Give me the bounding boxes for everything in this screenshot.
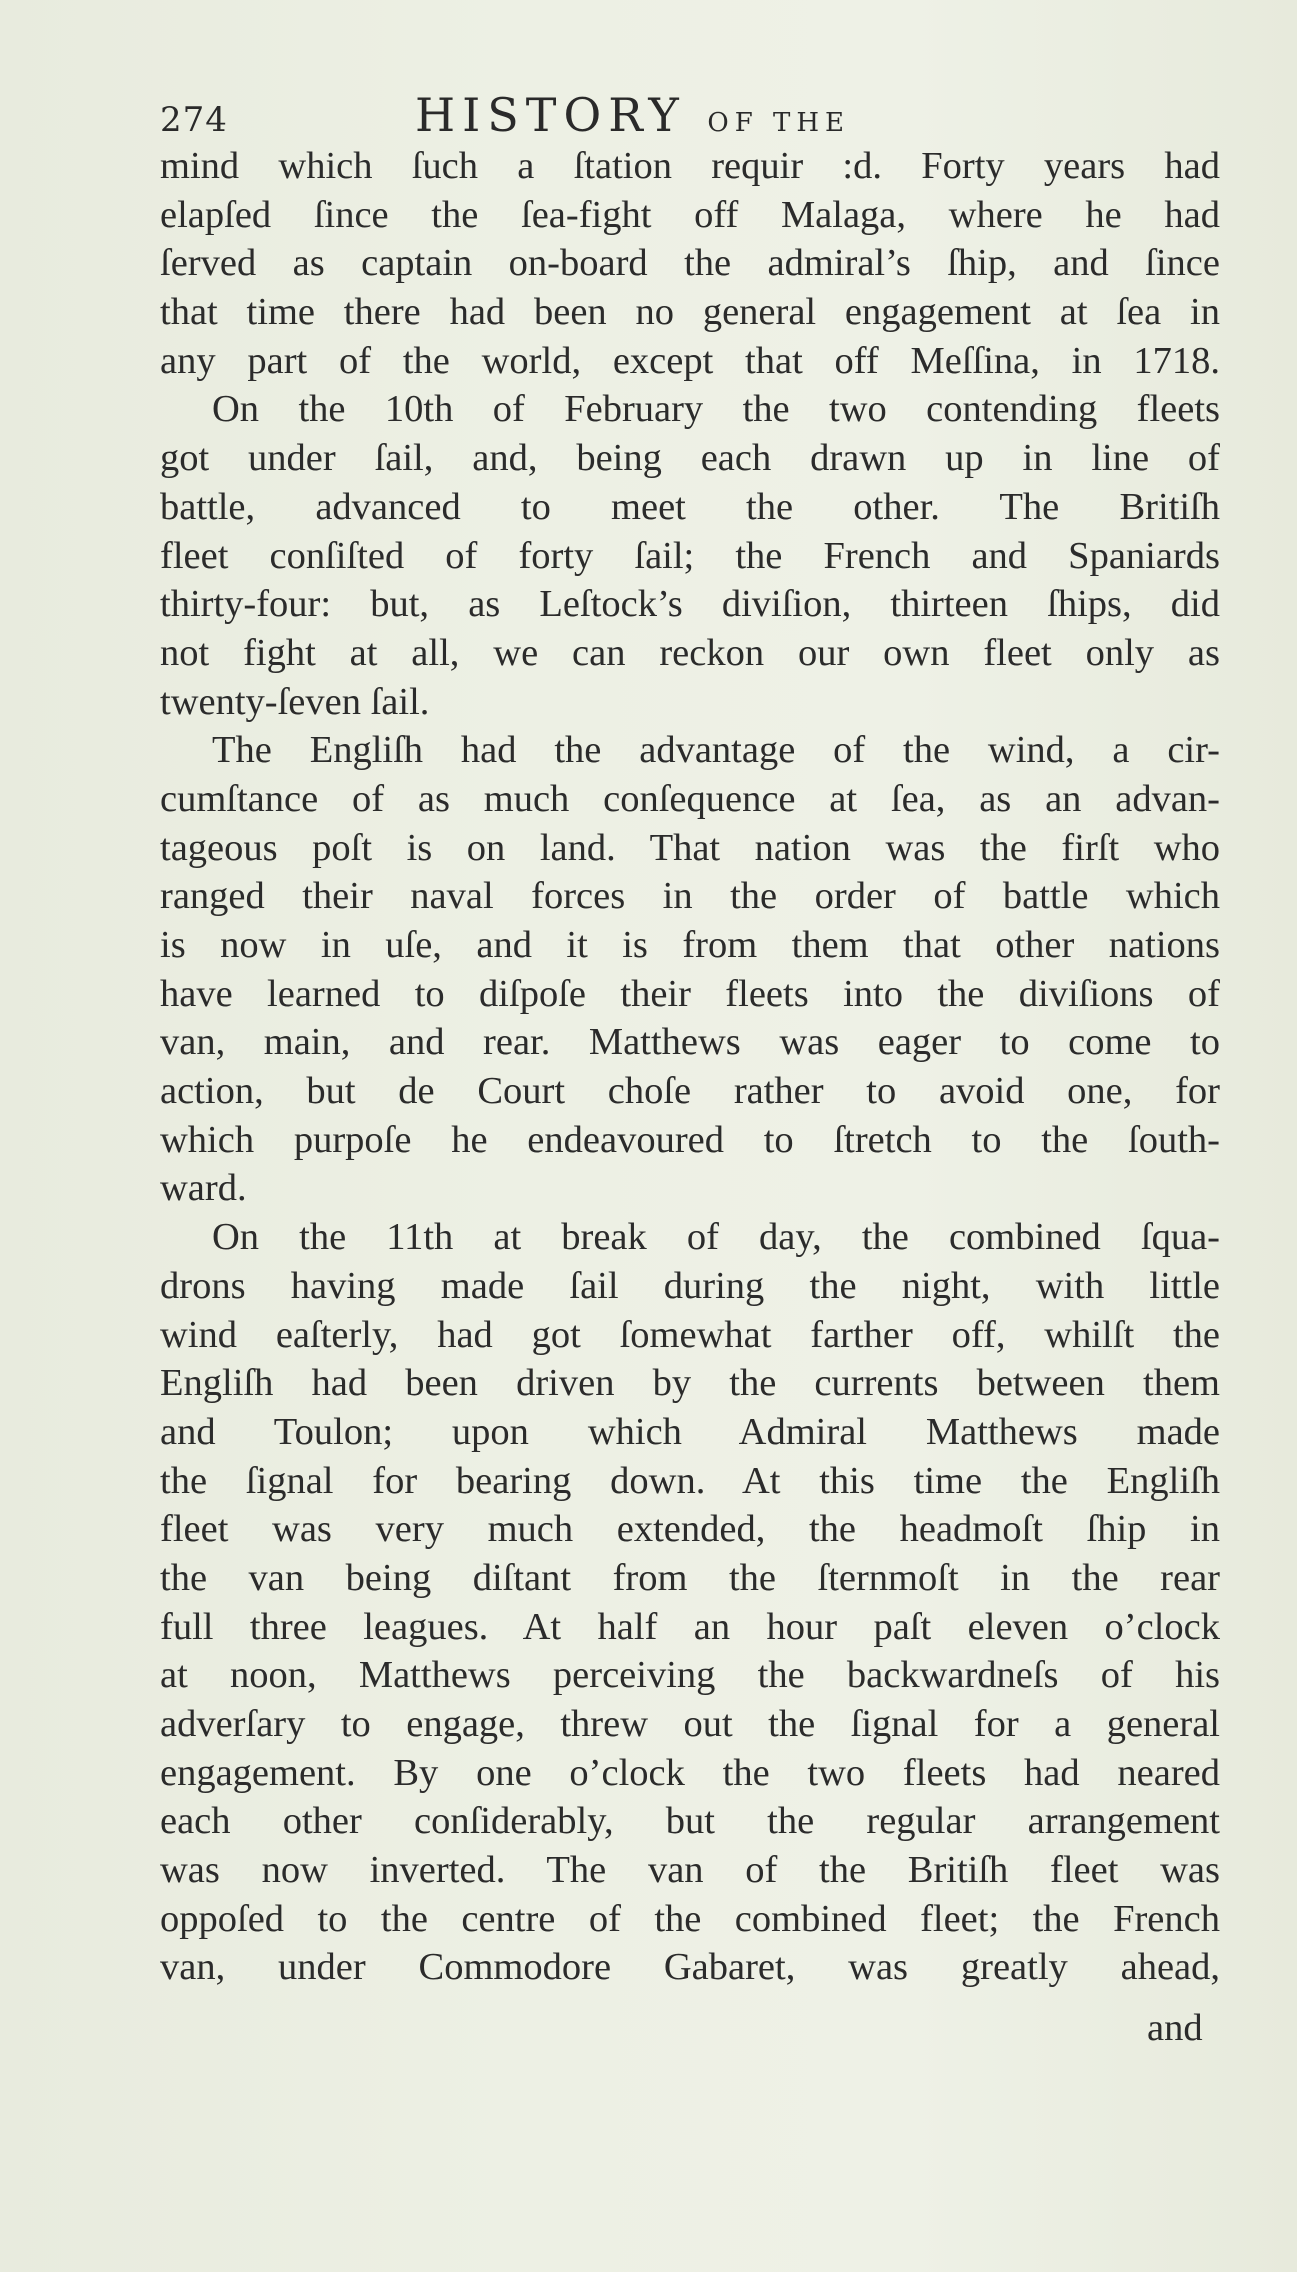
text-line: drons having made ſail during the night, with little xyxy=(160,1264,1220,1307)
text-line: cumſtance of as much conſequence at ſea, as an advan- xyxy=(160,777,1220,820)
text-line: On the 11th at break of day, the combined ſqua- xyxy=(212,1216,1220,1259)
text-line: mind which ſuch a ſtation requir :d. Forty years had xyxy=(160,145,1220,187)
text-line: action, but de Court choſe rather to avoid one, for xyxy=(160,1070,1220,1113)
text-line: engagement. By one o’clock the two fleets had neared xyxy=(160,1751,1220,1794)
text-line: the ſignal for bearing down. At this time the Engliſh xyxy=(160,1459,1220,1502)
catchword: and xyxy=(1147,2007,1203,2049)
text-line: thirty-four: but, as Leſtock’s diviſion, thirteen ſhips, did xyxy=(160,583,1220,626)
text-line: at noon, Matthews perceiving the backwardneſs of his xyxy=(160,1654,1220,1697)
text-line: fleet was very much extended, the headmoſt ſhip in xyxy=(160,1508,1220,1551)
text-line: was now inverted. The van of the Britiſh fleet was xyxy=(160,1849,1220,1892)
text-line: each other conſiderably, but the regular arrangement xyxy=(160,1800,1220,1843)
text-line: have learned to diſpoſe their fleets into the diviſions of xyxy=(160,972,1220,1015)
text-line: On the 10th of February the two contending fleets xyxy=(212,388,1220,431)
text-line: battle, advanced to meet the other. The Britiſh xyxy=(160,485,1220,528)
text-line: is now in uſe, and it is from them that other nations xyxy=(160,924,1220,966)
text-line: wind eaſterly, had got ſomewhat farther off, whilſt the xyxy=(160,1313,1220,1356)
page-header xyxy=(160,88,1220,148)
text-line: tageous poſt is on land. That nation was the firſt who xyxy=(160,826,1220,869)
text-line: and Toulon; upon which Admiral Matthews made xyxy=(160,1410,1220,1453)
text-line: oppoſed to the centre of the combined fleet; the French xyxy=(160,1897,1220,1940)
running-head-small: OF THE xyxy=(707,108,851,138)
text-line: ward. xyxy=(160,1167,247,1210)
body-text xyxy=(160,142,1220,1992)
text-line: ſerved as captain on-board the admiral’s ſhip, and ſince xyxy=(160,242,1220,285)
text-line: not fight at all, we can reckon our own fleet only as xyxy=(160,631,1220,674)
text-line: twenty-ſeven ſail. xyxy=(160,680,430,723)
text-line: which purpoſe he endeavoured to ſtretch to the ſouth- xyxy=(160,1118,1220,1161)
text-line: elapſed ſince the ſea-fight off Malaga, where he had xyxy=(160,193,1220,236)
running-head-main: HISTORY xyxy=(415,88,686,142)
page-number: 274 xyxy=(160,100,228,140)
text-line: that time there had been no general engagement at ſea in xyxy=(160,291,1220,334)
text-line: full three leagues. At half an hour paſt eleven o’clock xyxy=(160,1605,1220,1648)
running-head xyxy=(415,88,850,142)
text-line: got under ſail, and, being each drawn up in line of xyxy=(160,437,1220,480)
text-line: van, main, and rear. Matthews was eager to come to xyxy=(160,1021,1220,1064)
text-line: adverſary to engage, threw out the ſignal for a general xyxy=(160,1703,1220,1745)
text-line: the van being diſtant from the ſternmoſt in the rear xyxy=(160,1556,1220,1599)
text-line: any part of the world, except that off Meſſina, in 1718. xyxy=(160,339,1220,382)
text-line: The Engliſh had the advantage of the wind, a cir- xyxy=(212,729,1220,772)
text-line: van, under Commodore Gabaret, was greatly ahead, xyxy=(160,1946,1220,1989)
text-line: fleet conſiſted of forty ſail; the French and Spaniards xyxy=(160,534,1220,577)
text-line: Engliſh had been driven by the currents between them xyxy=(160,1362,1220,1405)
text-line: ranged their naval forces in the order of battle which xyxy=(160,875,1220,918)
